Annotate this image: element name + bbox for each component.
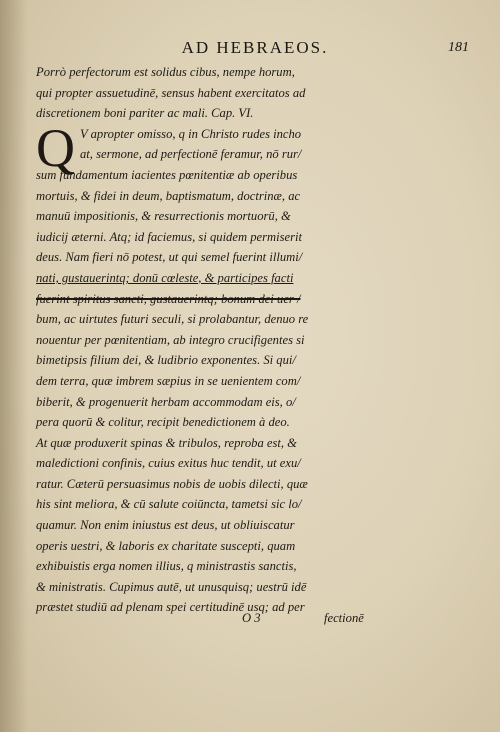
- text-line: manuū impositionis, & resurrectionis mortuorū, &: [36, 209, 291, 224]
- text-line: deus. Nam fieri nō potest, ut qui semel fuerint illumi/: [36, 250, 303, 265]
- text-line: nouentur per pœnitentiam, ab integro crucifigentes si: [36, 332, 305, 347]
- struck-line: fuerint spiritus sancti, gustauerintq; bonum dei uer /: [36, 291, 301, 306]
- text-line: præstet studiū ad plenam spei certitudinē usq; ad per: [36, 600, 305, 615]
- text-line: biberit, & progenuerit herbam accommodam eis, o/: [36, 394, 296, 409]
- text-line: mortuis, & fidei in deum, baptismatum, doctrinæ, ac: [36, 188, 301, 203]
- text-line: exhibuistis erga nomen illius, q ministrastis sanctis,: [36, 559, 297, 574]
- text-line: V apropter omisso, q in Christo rudes incho: [80, 126, 302, 141]
- text-line: Porrò perfectorum est solidus cibus, nempe horum,: [36, 65, 295, 79]
- text-line: quamur. Non enim iniustus est deus, ut obliuiscatur: [36, 518, 295, 533]
- catchword: fectionē: [324, 611, 364, 625]
- text-line: & ministratis. Cupimus autē, ut unusquisq; uestrū idē: [36, 579, 307, 594]
- text-line: bum, ac uirtutes futuri seculi, si prolabantur, denuo re: [36, 312, 309, 327]
- running-header: AD HEBRAEOS.: [181, 38, 329, 57]
- text-line: iudicij æterni. Atq; id faciemus, si quidem permiserit: [36, 229, 302, 244]
- text-line: operis uestri, & laboris ex charitate suscepti, quam: [36, 538, 296, 553]
- text-line: qui propter assuetudinē, sensus habent exercitatos ad: [36, 85, 306, 100]
- drop-capital: Q: [36, 118, 75, 178]
- text-line: sum fundamentum iacientes pœnitentiæ ab operibus: [36, 167, 298, 182]
- text-line: At quæ produxerit spinas & tribulos, reproba est, &: [36, 435, 297, 450]
- page-number: 181: [448, 40, 469, 55]
- text-line: discretionem boni pariter ac mali. Cap. VI.: [36, 106, 254, 121]
- text-line: ratur. Cæterū persuasimus nobis de uobis dilecti, quæ: [36, 476, 308, 491]
- signature-mark: O 3: [242, 611, 261, 625]
- text-line: dem terra, quæ imbrem sæpius in se uenientem com/: [36, 373, 301, 388]
- text-line: pera quorū & colitur, recipit benedictionem à deo.: [36, 415, 290, 430]
- text-line: at, sermone, ad perfectionē feramur, nō rur/: [80, 147, 302, 162]
- underlined-line: nati, gustauerintq; donū cœleste, & participes facti: [36, 270, 294, 285]
- text-line: maledictioni confinis, cuius exitus huc tendit, ut exu/: [36, 456, 301, 471]
- body-text: [36, 62, 376, 618]
- text-line: his sint meliora, & cū salute coiūncta, tametsi sic lo/: [36, 497, 302, 512]
- text-line: bimetipsis filium dei, & ludibrio exponentes. Si qui/: [36, 353, 296, 368]
